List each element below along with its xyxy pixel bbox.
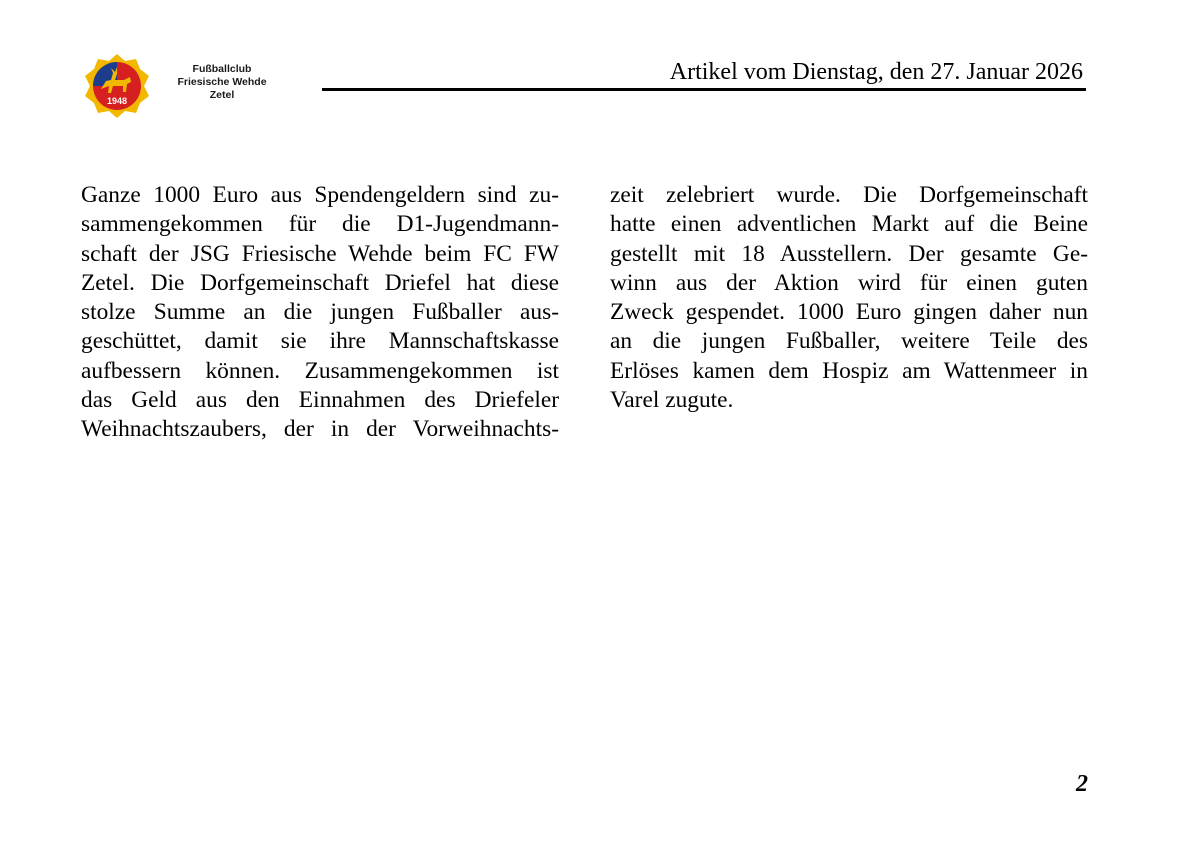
- club-name-line-1: Fußballclub: [192, 63, 252, 75]
- article-line: winn aus der Aktion wird für einen guten: [610, 269, 1088, 296]
- article-line: Varel zugute.: [610, 387, 734, 414]
- article-line: an die jungen Fußballer, weitere Teile des: [610, 328, 1088, 355]
- crest-year-text: 1948: [106, 96, 128, 106]
- article-column-left: [81, 181, 559, 445]
- article-line: stolze Summe an die jungen Fußballer aus-: [81, 299, 559, 326]
- article-line: Zweck gespendet. 1000 Euro gingen daher nun: [610, 299, 1088, 326]
- header-divider: [322, 88, 1086, 91]
- article-line: Weihnachtszaubers, der in der Vorweihnachts-: [81, 416, 559, 443]
- club-name-line-2: Friesische Wehde: [177, 76, 267, 88]
- article-line: Erlöses kamen dem Hospiz am Wattenmeer in: [610, 357, 1088, 384]
- article-line: schaft der JSG Friesische Wehde beim FC FW: [81, 240, 559, 267]
- club-crest-logo: [84, 53, 150, 119]
- article-line: Zetel. Die Dorfgemeinschaft Driefel hat diese: [81, 269, 559, 296]
- page-number: 2: [1076, 771, 1088, 797]
- article-line: aufbessern können. Zusammengekommen ist: [81, 357, 559, 384]
- article-line: sammengekommen für die D1-Jugendmann-: [81, 211, 559, 238]
- club-name: [156, 63, 288, 102]
- club-name-line-3: Zetel: [209, 89, 235, 101]
- article-line: hatte einen adventlichen Markt auf die Beine: [610, 211, 1088, 238]
- article-column-right: [610, 181, 1088, 415]
- article-line: geschüttet, damit sie ihre Mannschaftskasse: [81, 328, 559, 355]
- article-line: Ganze 1000 Euro aus Spendengeldern sind zu-: [81, 182, 559, 208]
- article-line: gestellt mit 18 Ausstellern. Der gesamte Ge-: [610, 240, 1088, 267]
- article-line: das Geld aus den Einnahmen des Driefeler: [81, 387, 559, 414]
- article-line: zeit zelebriert wurde. Die Dorfgemeinschaft: [610, 182, 1088, 208]
- article-date-heading: Artikel vom Dienstag, den 27. Januar 2026: [669, 59, 1083, 85]
